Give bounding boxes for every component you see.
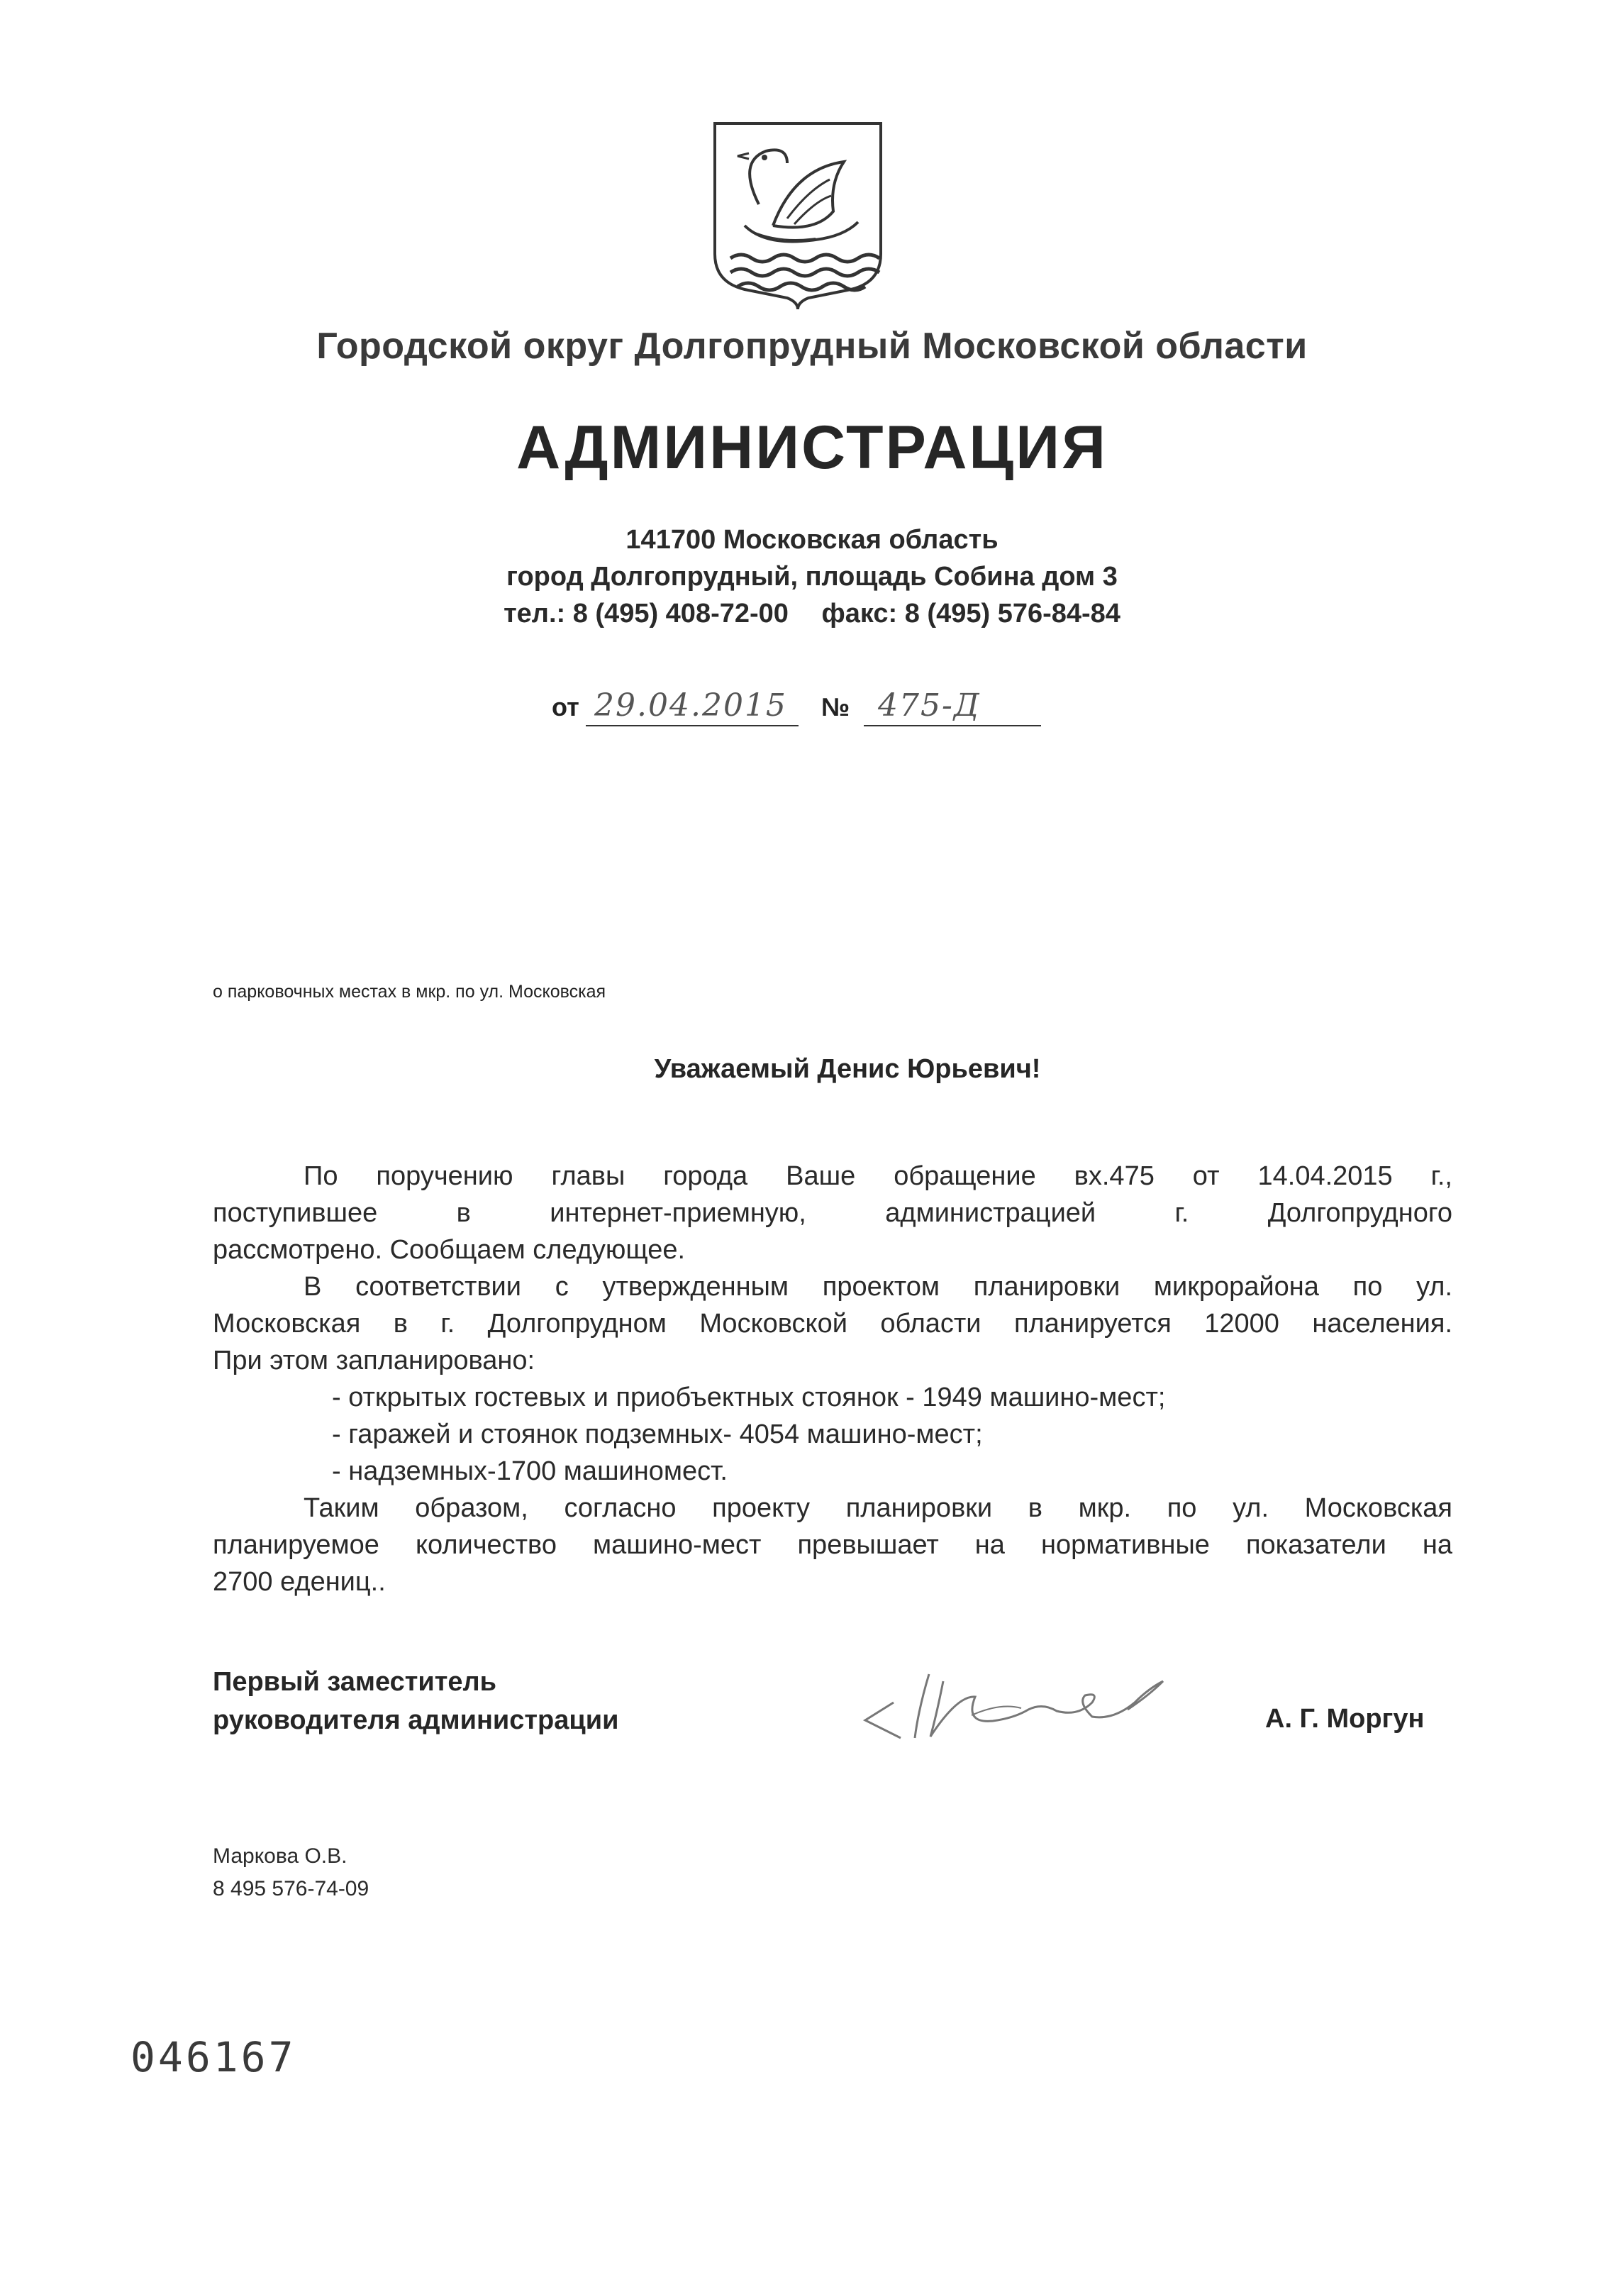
serial-number: 046167 bbox=[130, 2033, 296, 2081]
handwritten-date: 29.04.2015 bbox=[594, 687, 787, 724]
executor-name: Маркова О.В. bbox=[213, 1844, 347, 1868]
body-line: Московская в г. Долгопрудном Московской области планируется 12000 населения. bbox=[213, 1309, 1452, 1339]
body-line: планируемое количество машино-мест превышает на нормативные показатели на bbox=[213, 1530, 1452, 1560]
signatory-title-line-1: Первый заместитель bbox=[213, 1667, 497, 1697]
executor-phone: 8 495 576-74-09 bbox=[213, 1877, 369, 1900]
handwritten-number: 475-Д bbox=[878, 687, 981, 724]
number-field bbox=[864, 681, 1041, 726]
body-line: 2700 едениц.. bbox=[213, 1567, 386, 1597]
swan-coat-of-arms-icon bbox=[709, 119, 886, 311]
handwritten-signature bbox=[851, 1653, 1177, 1745]
list-item: - открытых гостевых и приобъектных стоянок - 1949 машино-мест; bbox=[332, 1383, 1166, 1412]
list-item: - гаражей и стоянок подземных- 4054 машино-мест; bbox=[332, 1419, 983, 1449]
salutation: Уважаемый Денис Юрьевич! bbox=[654, 1054, 1041, 1084]
body-line: Таким образом, согласно проекту планировки в мкр. по ул. Московская bbox=[304, 1493, 1452, 1523]
reference-line bbox=[552, 681, 1048, 731]
region-title: Городской округ Долгопрудный Московской области bbox=[316, 326, 1308, 367]
body-line: По поручению главы города Ваше обращение вх.475 от 14.04.2015 г., bbox=[304, 1161, 1452, 1191]
body-line: При этом запланировано: bbox=[213, 1346, 535, 1375]
contact-line bbox=[0, 599, 1624, 629]
fax-text: факс: 8 (495) 576-84-84 bbox=[821, 599, 1120, 629]
number-label: № bbox=[821, 692, 850, 721]
address-line-1: 141700 Московская область bbox=[625, 525, 999, 555]
date-label: от bbox=[552, 692, 579, 721]
subject-line: о парковочных местах в мкр. по ул. Московская bbox=[213, 982, 606, 1002]
list-item: - надземных-1700 машиномест. bbox=[332, 1456, 728, 1486]
body-line: рассмотрено. Сообщаем следующее. bbox=[213, 1235, 686, 1265]
signatory-title-line-2: руководителя администрации bbox=[213, 1705, 619, 1735]
address-line-2: город Долгопрудный, площадь Собина дом 3 bbox=[506, 562, 1118, 592]
body-line: поступившее в интернет-приемную, администрацией г. Долгопрудного bbox=[213, 1198, 1452, 1228]
date-field bbox=[586, 681, 799, 726]
phone-text: тел.: 8 (495) 408-72-00 bbox=[504, 599, 789, 629]
organization-title: АДМИНИСТРАЦИЯ bbox=[516, 414, 1108, 482]
signatory-name: А. Г. Моргун bbox=[1265, 1704, 1425, 1734]
body-line: В соответствии с утвержденным проектом планировки микрорайона по ул. bbox=[304, 1272, 1452, 1302]
